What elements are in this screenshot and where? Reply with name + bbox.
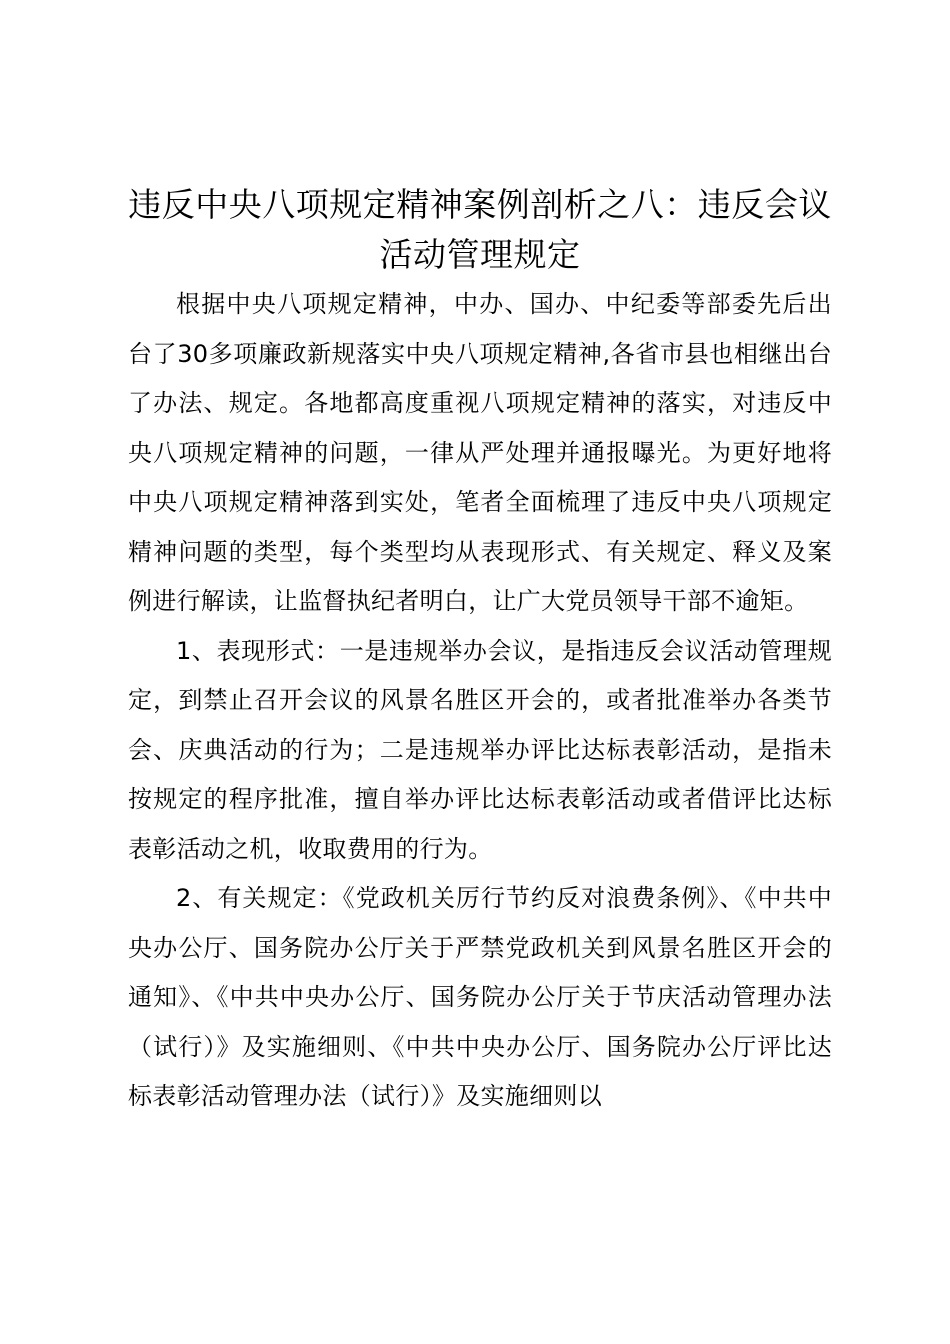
document-page	[128, 180, 832, 1122]
paragraph-intro: 根据中央八项规定精神，中办、国办、中纪委等部委先后出台了30多项廉政新规落实中央八项规定精神,各省市县也相继出台了办法、规定。各地都高度重视八项规定精神的落实，对违反中央八项规定精神的问题，一律从严处理并通报曝光。为更好地将中央八项规定精神落到实处，笔者全面梳理了违反中央八项规定精神问题的类型，每个类型均从表现形式、有关规定、释义及案例进行解读，让监督执纪者明白，让广大党员领导干部不逾矩。	[128, 290, 832, 615]
paragraph-forms: 1、表现形式：一是违规举办会议，是指违反会议活动管理规定，到禁止召开会议的风景名胜区开会的，或者批准举办各类节会、庆典活动的行为；二是违规举办评比达标表彰活动，是指未按规定的程序批准，擅自举办评比达标表彰活动或者借评比达标表彰活动之机，收取费用的行为。	[128, 636, 832, 863]
paragraph-regulations: 2、有关规定：《党政机关厉行节约反对浪费条例》、《中共中央办公厅、国务院办公厅关于严禁党政机关到风景名胜区开会的通知》、《中共中央办公厅、国务院办公厅关于节庆活动管理办法（试行）》及实施细则、《中共中央办公厅、国务院办公厅评比达标表彰活动管理办法（试行）》及实施细则以	[128, 884, 832, 1110]
document-title: 违反中央八项规定精神案例剖析之八：违反会议活动管理规定	[128, 185, 832, 274]
